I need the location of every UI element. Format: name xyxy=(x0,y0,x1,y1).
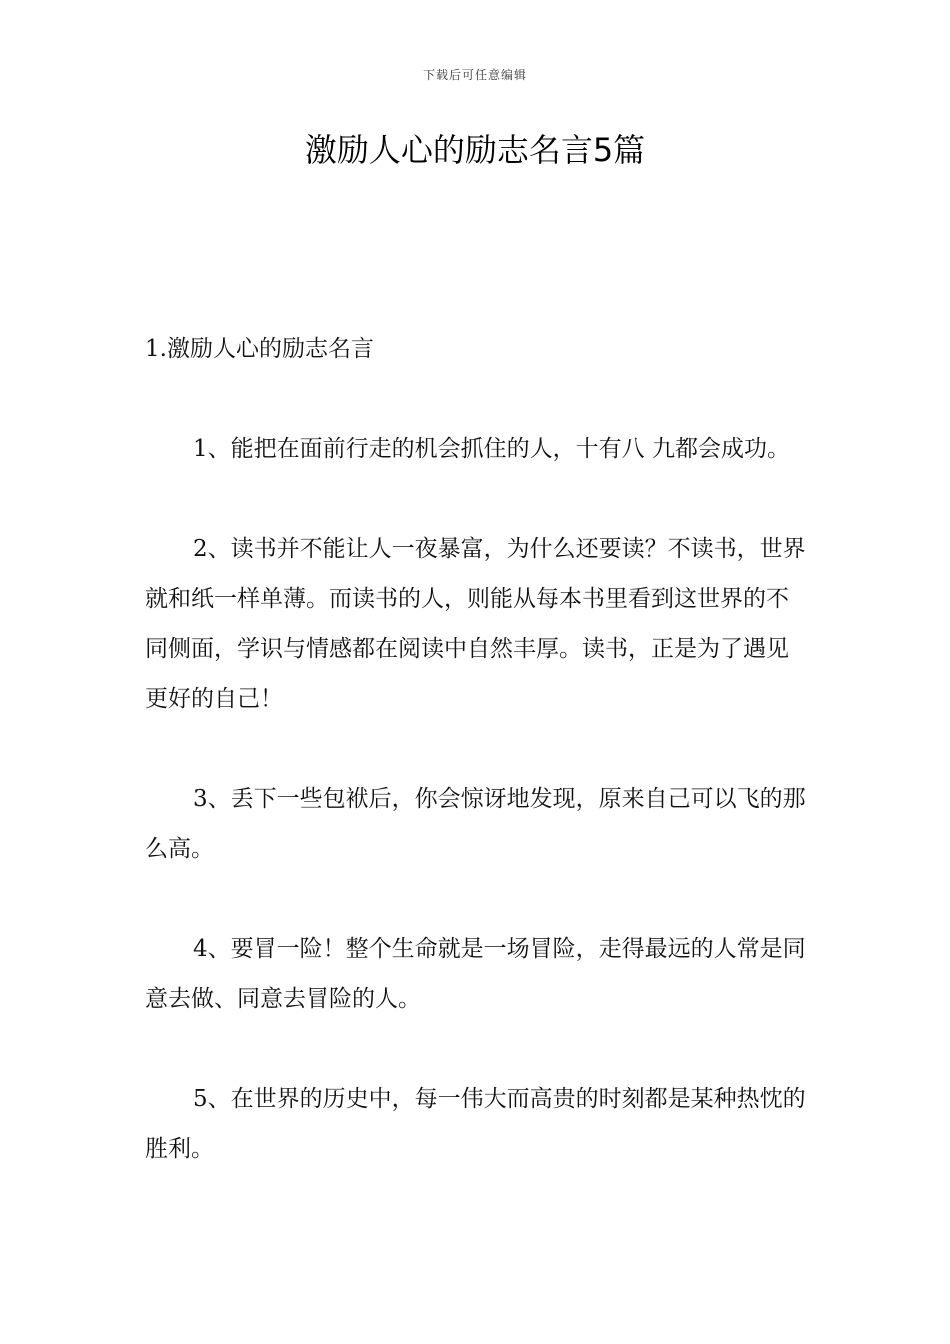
document-title: 激励人心的励志名言5篇 xyxy=(304,131,646,169)
section-heading: 1.激励人心的励志名言 xyxy=(145,336,374,362)
paragraph-4: 4、要冒一险！整个生命就是一场冒险，走得最远的人常是同意去做、同意去冒险的人。 xyxy=(145,936,806,1012)
paragraph-3: 3、丢下一些包袱后，你会惊讶地发现，原来自己可以飞的那么高。 xyxy=(145,786,806,862)
header-note: 下载后可任意编辑 xyxy=(422,68,527,82)
document-body xyxy=(145,424,810,1224)
paragraph-2: 2、读书并不能让人一夜暴富，为什么还要读？不读书，世界就和纸一样单薄。而读书的人，则能从每本书里看到这世界的不同侧面，学识与情感都在阅读中自然丰厚。读书，正是为了遇见更好的自己！ xyxy=(145,536,806,712)
paragraph-1: 1、能把在面前行走的机会抓住的人，十有八 九都会成功。 xyxy=(193,436,790,462)
paragraph-5: 5、在世界的历史中，每一伟大而高贵的时刻都是某种热忱的胜利。 xyxy=(145,1086,806,1162)
